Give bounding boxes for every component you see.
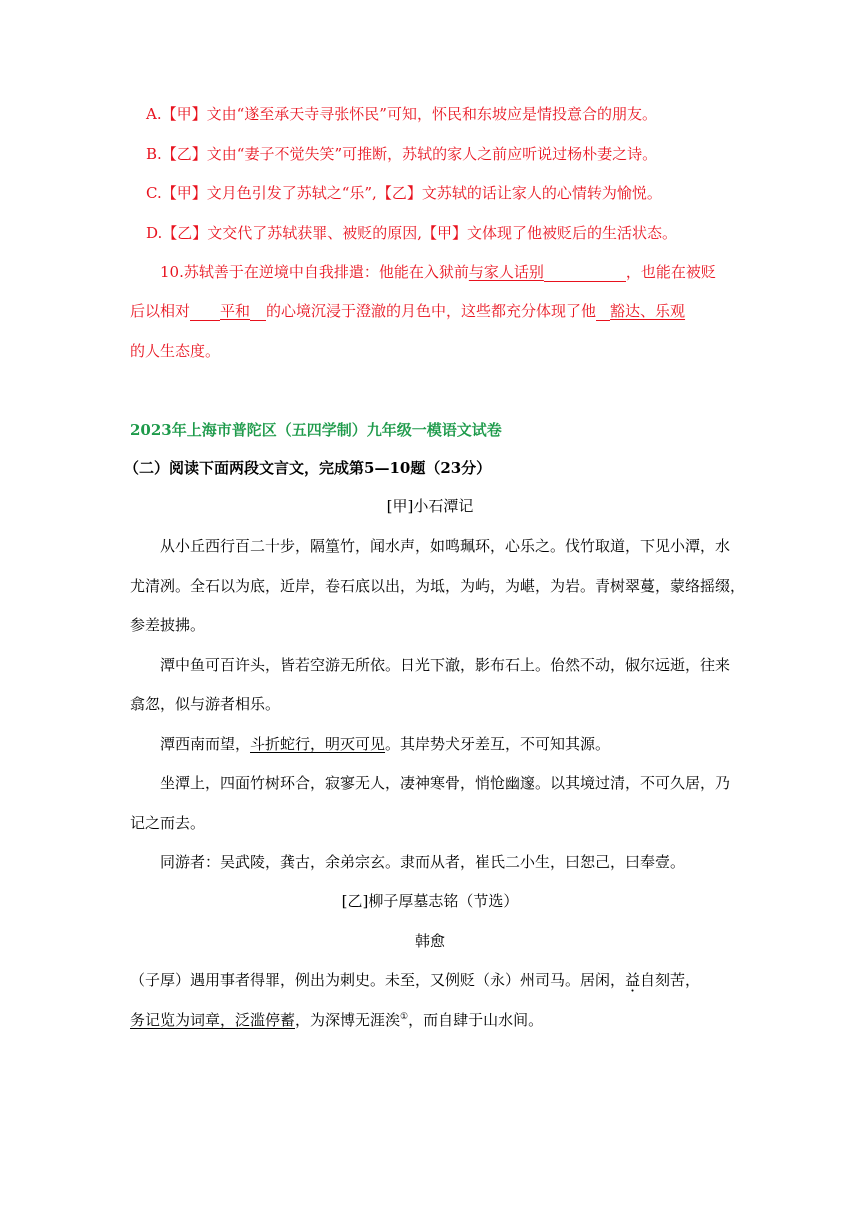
passage-jia-line: 坐潭上，四面竹树环合，寂寥无人，凄神寒骨，悄怆幽邃。以其境过清，不可久居，乃 [160, 774, 731, 792]
q10-text: 10.苏轼善于在逆境中自我排遣：他能在入狱前 [160, 263, 469, 281]
answer-option-a: A.【甲】文由“遂至承天寺寻张怀民”可知，怀民和东坡应是情投意合的朋友。 [146, 105, 657, 123]
section-heading: （二）阅读下面两段文言文，完成第5—10题（23分） [124, 459, 492, 477]
q10-blank-underline [544, 263, 626, 282]
q10-blank-underline [190, 302, 220, 321]
passage-jia-line: 记之而去。 [130, 814, 206, 832]
underlined-phrase: 斗折蛇行，明灭可见 [250, 735, 386, 753]
q10-answer-blank-3: 豁达、乐观 [610, 302, 686, 320]
passage-yi-line [130, 970, 700, 990]
passage-text: ，为深博无涯涘 [295, 1011, 401, 1029]
passage-jia-heading: [甲]小石潭记 [386, 497, 474, 515]
passage-text: （子厚）遇用事者得罪，例出为刺史。未至，又例贬（永）州司马。居闲， [130, 971, 626, 989]
passage-text: ，而自肆于山水间。 [408, 1011, 544, 1029]
exam-title: 2023年上海市普陀区（五四学制）九年级一模语文试卷 [130, 421, 502, 439]
q10-text: 后以相对 [130, 302, 191, 320]
q10-text: 的心境沉浸于澄澈的月色中，这些都充分体现了他 [266, 302, 597, 320]
answer-option-b: B.【乙】文由“妻子不觉失笑”可推断，苏轼的家人之前应听说过杨朴妻之诗。 [146, 145, 658, 163]
passage-jia-line: 从小丘西行百二十步，隔篁竹，闻水声，如鸣珮环，心乐之。伐竹取道，下见小潭，水 [160, 537, 731, 555]
underlined-phrase: 务记览为词章，泛滥停蓄 [130, 1011, 296, 1029]
passage-jia-line: 尤清冽。全石以为底，近岸，卷石底以出，为坻，为屿，为嵁，为岩。青树翠蔓，蒙络摇缀， [130, 577, 746, 595]
q10-text: ，也能在被贬 [625, 263, 716, 281]
passage-jia-line [160, 734, 610, 754]
question-10-line3: 的人生态度。 [130, 342, 221, 360]
footnote-marker: ① [400, 1012, 409, 1022]
passage-text: 潭西南而望， [160, 735, 251, 753]
passage-jia-line: 翕忽，似与游者相乐。 [130, 695, 281, 713]
q10-blank-underline [596, 302, 610, 321]
passage-jia-line: 潭中鱼可百许头，皆若空游无所依。日光下澈，影布石上。佁然不动，俶尔远逝，往来 [160, 656, 731, 674]
passage-yi-heading: [乙]柳子厚墓志铭（节选） [341, 892, 519, 910]
emphasized-character: 益 [625, 971, 641, 989]
answer-option-c: C.【甲】文月色引发了苏轼之“乐”,【乙】文苏轼的话让家人的心情转为愉悦。 [146, 184, 662, 202]
passage-yi-line [130, 1010, 543, 1030]
answer-option-d: D.【乙】文交代了苏轼获罪、被贬的原因,【甲】文体现了他被贬后的生活状态。 [146, 224, 678, 242]
passage-yi-author: 韩愈 [414, 932, 445, 950]
passage-jia-line: 同游者：吴武陵，龚古，余弟宗玄。隶而从者，崔氏二小生，曰恕己，曰奉壹。 [160, 853, 686, 871]
passage-jia-line: 参差披拂。 [130, 616, 206, 634]
q10-blank-underline [250, 302, 266, 321]
question-10-line1 [160, 262, 716, 282]
q10-answer-blank-1: 与家人话别 [468, 263, 544, 281]
passage-text: 。其岸势犬牙差互，不可知其源。 [385, 735, 611, 753]
question-10-line2 [130, 301, 685, 321]
passage-text: 自刻苦， [640, 971, 701, 989]
q10-answer-blank-2: 平和 [220, 302, 251, 320]
